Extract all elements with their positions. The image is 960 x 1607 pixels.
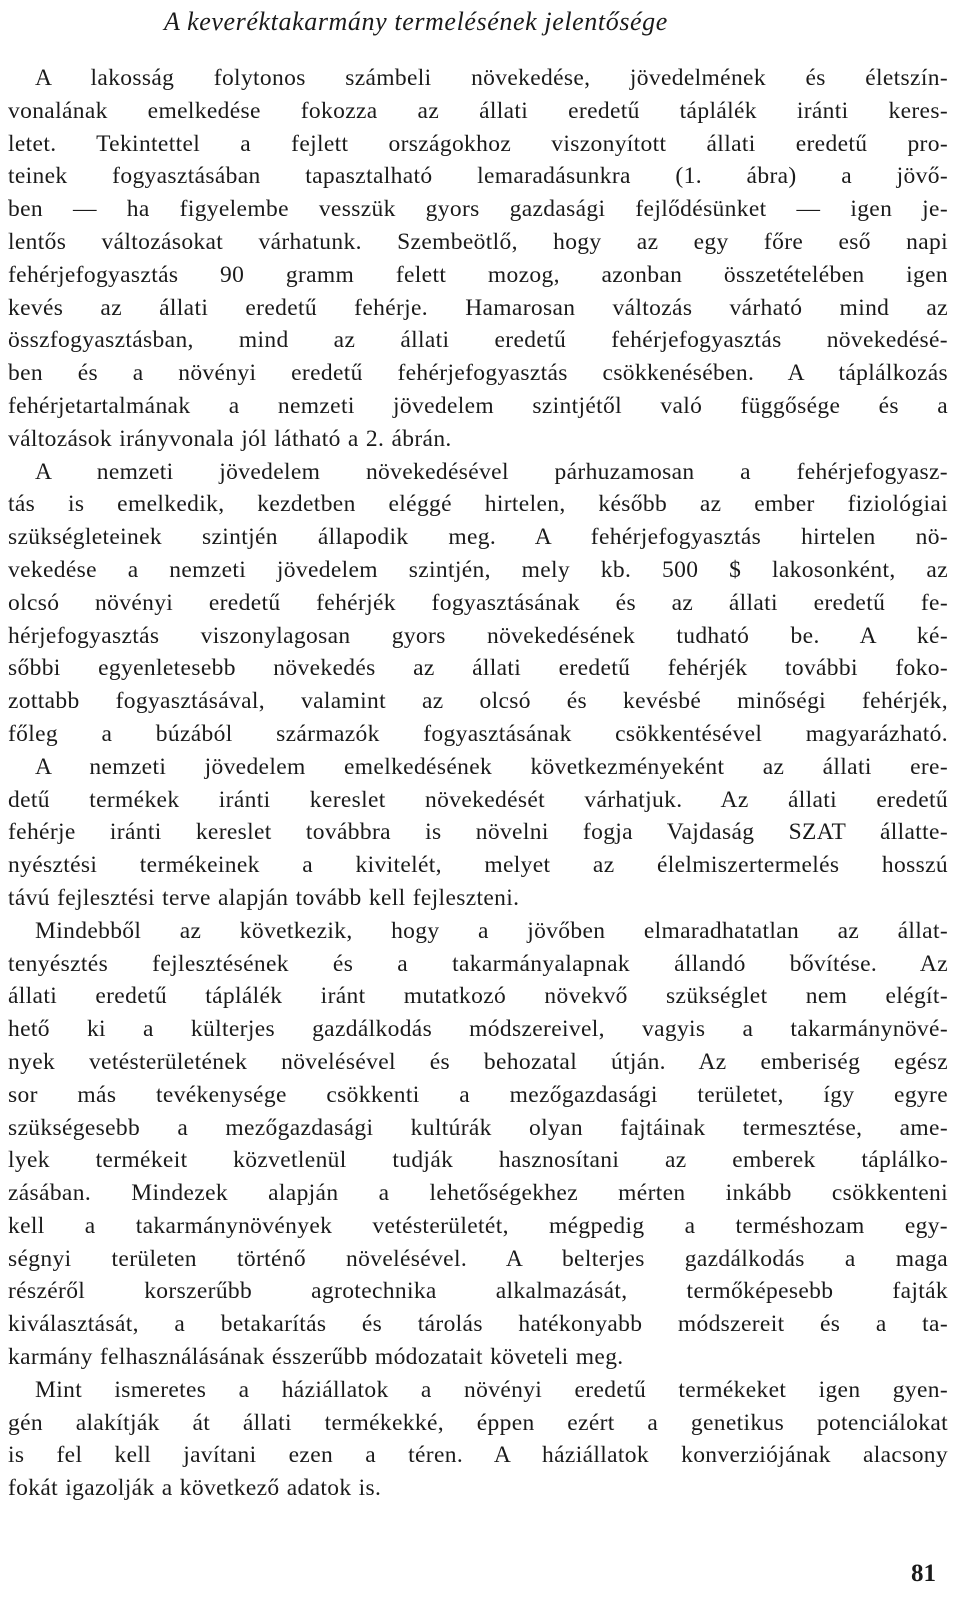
document-page: [8, 0, 948, 1505]
text-line: olcsó növényi eredetű fehérjék fogyasztásának és az állati eredetű fe-: [8, 589, 948, 616]
text-line: változások irányvonala jól látható a 2. ábrán.: [8, 425, 452, 452]
text-line: letet. Tekintettel a fejlett országokhoz viszonyított állati eredetű pro-: [8, 130, 948, 157]
text-line: fehérjefogyasztás 90 gramm felett mozog, azonban összetételében igen: [8, 261, 948, 288]
text-line: vonalának emelkedése fokozza az állati eredetű táplálék iránti keres-: [8, 97, 948, 124]
text-line: állati eredetű táplálék iránt mutatkozó növekvő szükséglet nem elégít-: [8, 983, 948, 1010]
text-line: fehérjetartalmának a nemzeti jövedelem szintjétől való függősége és a: [8, 392, 948, 419]
text-line: fehérje iránti kereslet továbbra is növelni fogja Vajdaság SZAT állatte-: [8, 819, 948, 846]
text-line: részéről korszerűbb agrotechnika alkalmazását, termőképesebb fajták: [8, 1278, 948, 1305]
text-line: ben és a növényi eredetű fehérjefogyasztás csökkenésében. A táplálkozás: [8, 360, 948, 387]
text-line: karmány felhasználásának ésszerűbb módozatait követeli meg.: [8, 1344, 624, 1371]
text-line: A nemzeti jövedelem növekedésével párhuzamosan a fehérjefogyasz-: [35, 458, 948, 485]
page-number: 81: [911, 1560, 936, 1587]
text-line: gén alakítják át állati termékekké, éppen ezért a genetikus potenciálokat: [8, 1409, 948, 1436]
text-line: is fel kell javítani ezen a téren. A háziállatok konverziójának alacsony: [8, 1442, 948, 1469]
text-line: ségnyi területen történő növelésével. A belterjes gazdálkodás a maga: [8, 1245, 948, 1272]
text-line: összfogyasztásban, mind az állati eredetű fehérjefogyasztás növekedésé-: [8, 327, 948, 354]
text-line: tenyésztés fejlesztésének és a takarmányalapnak állandó bővítése. Az: [8, 950, 948, 977]
text-line: sőbbi egyenletesebb növekedés az állati eredetű fehérjék további foko-: [8, 655, 948, 682]
text-line: lentős változásokat várhatunk. Szembeötlő, hogy az egy főre eső napi: [8, 228, 948, 255]
text-line: ben — ha figyelembe vesszük gyors gazdasági fejlődésünket — igen je-: [8, 196, 948, 223]
text-line: főleg a búzából származók fogyasztásának csökkentésével magyarázható.: [8, 720, 948, 747]
page-title: A keveréktakarmány termelésének jelentősége: [164, 7, 668, 36]
text-line: nyésztési termékeinek a kivitelét, melyet az élelmiszertermelés hosszú: [8, 852, 948, 879]
text-line: A lakosság folytonos számbeli növekedése, jövedelmének és életszín-: [35, 65, 948, 91]
text-line: detű termékek iránti kereslet növekedését várhatjuk. Az állati eredetű: [8, 786, 948, 813]
text-line: Mindebből az következik, hogy a jövőben elmaradhatatlan az állat-: [35, 917, 948, 944]
body-text: [8, 62, 948, 1505]
text-line: zottabb fogyasztásával, valamint az olcsó és kevésbé minőségi fehérjék,: [8, 688, 948, 715]
text-line: fokát igazolják a következő adatok is.: [8, 1475, 382, 1502]
text-line: zásában. Mindezek alapján a lehetőségekhez mérten inkább csökkenteni: [8, 1180, 948, 1207]
text-line: hető ki a külterjes gazdálkodás módszereivel, vagyis a takarmánynövé-: [8, 1016, 948, 1043]
text-line: kevés az állati eredetű fehérje. Hamarosan változás várható mind az: [8, 294, 948, 321]
text-line: vekedése a nemzeti jövedelem szintjén, mely kb. 500 $ lakosonként, az: [8, 556, 948, 583]
text-line: tás is emelkedik, kezdetben eléggé hirtelen, később az ember fiziológiai: [8, 491, 948, 518]
text-line: lyek termékeit közvetlenül tudják hasznosítani az emberek táplálko-: [8, 1147, 948, 1174]
text-line: Mint ismeretes a háziállatok a növényi eredetű termékeket igen gyen-: [35, 1376, 948, 1403]
text-line: nyek vetésterületének növelésével és behozatal útján. Az emberiség egész: [8, 1048, 948, 1075]
text-line: sor más tevékenysége csökkenti a mezőgazdasági területet, így egyre: [8, 1081, 948, 1108]
text-line: távú fejlesztési terve alapján tovább kell fejleszteni.: [8, 884, 520, 911]
text-line: teinek fogyasztásában tapasztalható lemaradásunkra (1. ábra) a jövő-: [8, 163, 948, 190]
text-line: kiválasztását, a betakarítás és tárolás hatékonyabb módszereit és a ta-: [8, 1311, 948, 1338]
text-line: szükségesebb a mezőgazdasági kultúrák olyan fajtáinak termesztése, ame-: [8, 1114, 948, 1141]
text-line: hérjefogyasztás viszonylagosan gyors növekedésének tudható be. A ké-: [8, 622, 948, 649]
text-line: A nemzeti jövedelem emelkedésének következményeként az állati ere-: [35, 753, 948, 780]
text-line: kell a takarmánynövények vetésterületét, mégpedig a terméshozam egy-: [8, 1212, 948, 1239]
text-line: szükségleteinek szintjén állapodik meg. A fehérjefogyasztás hirtelen nö-: [8, 524, 948, 551]
